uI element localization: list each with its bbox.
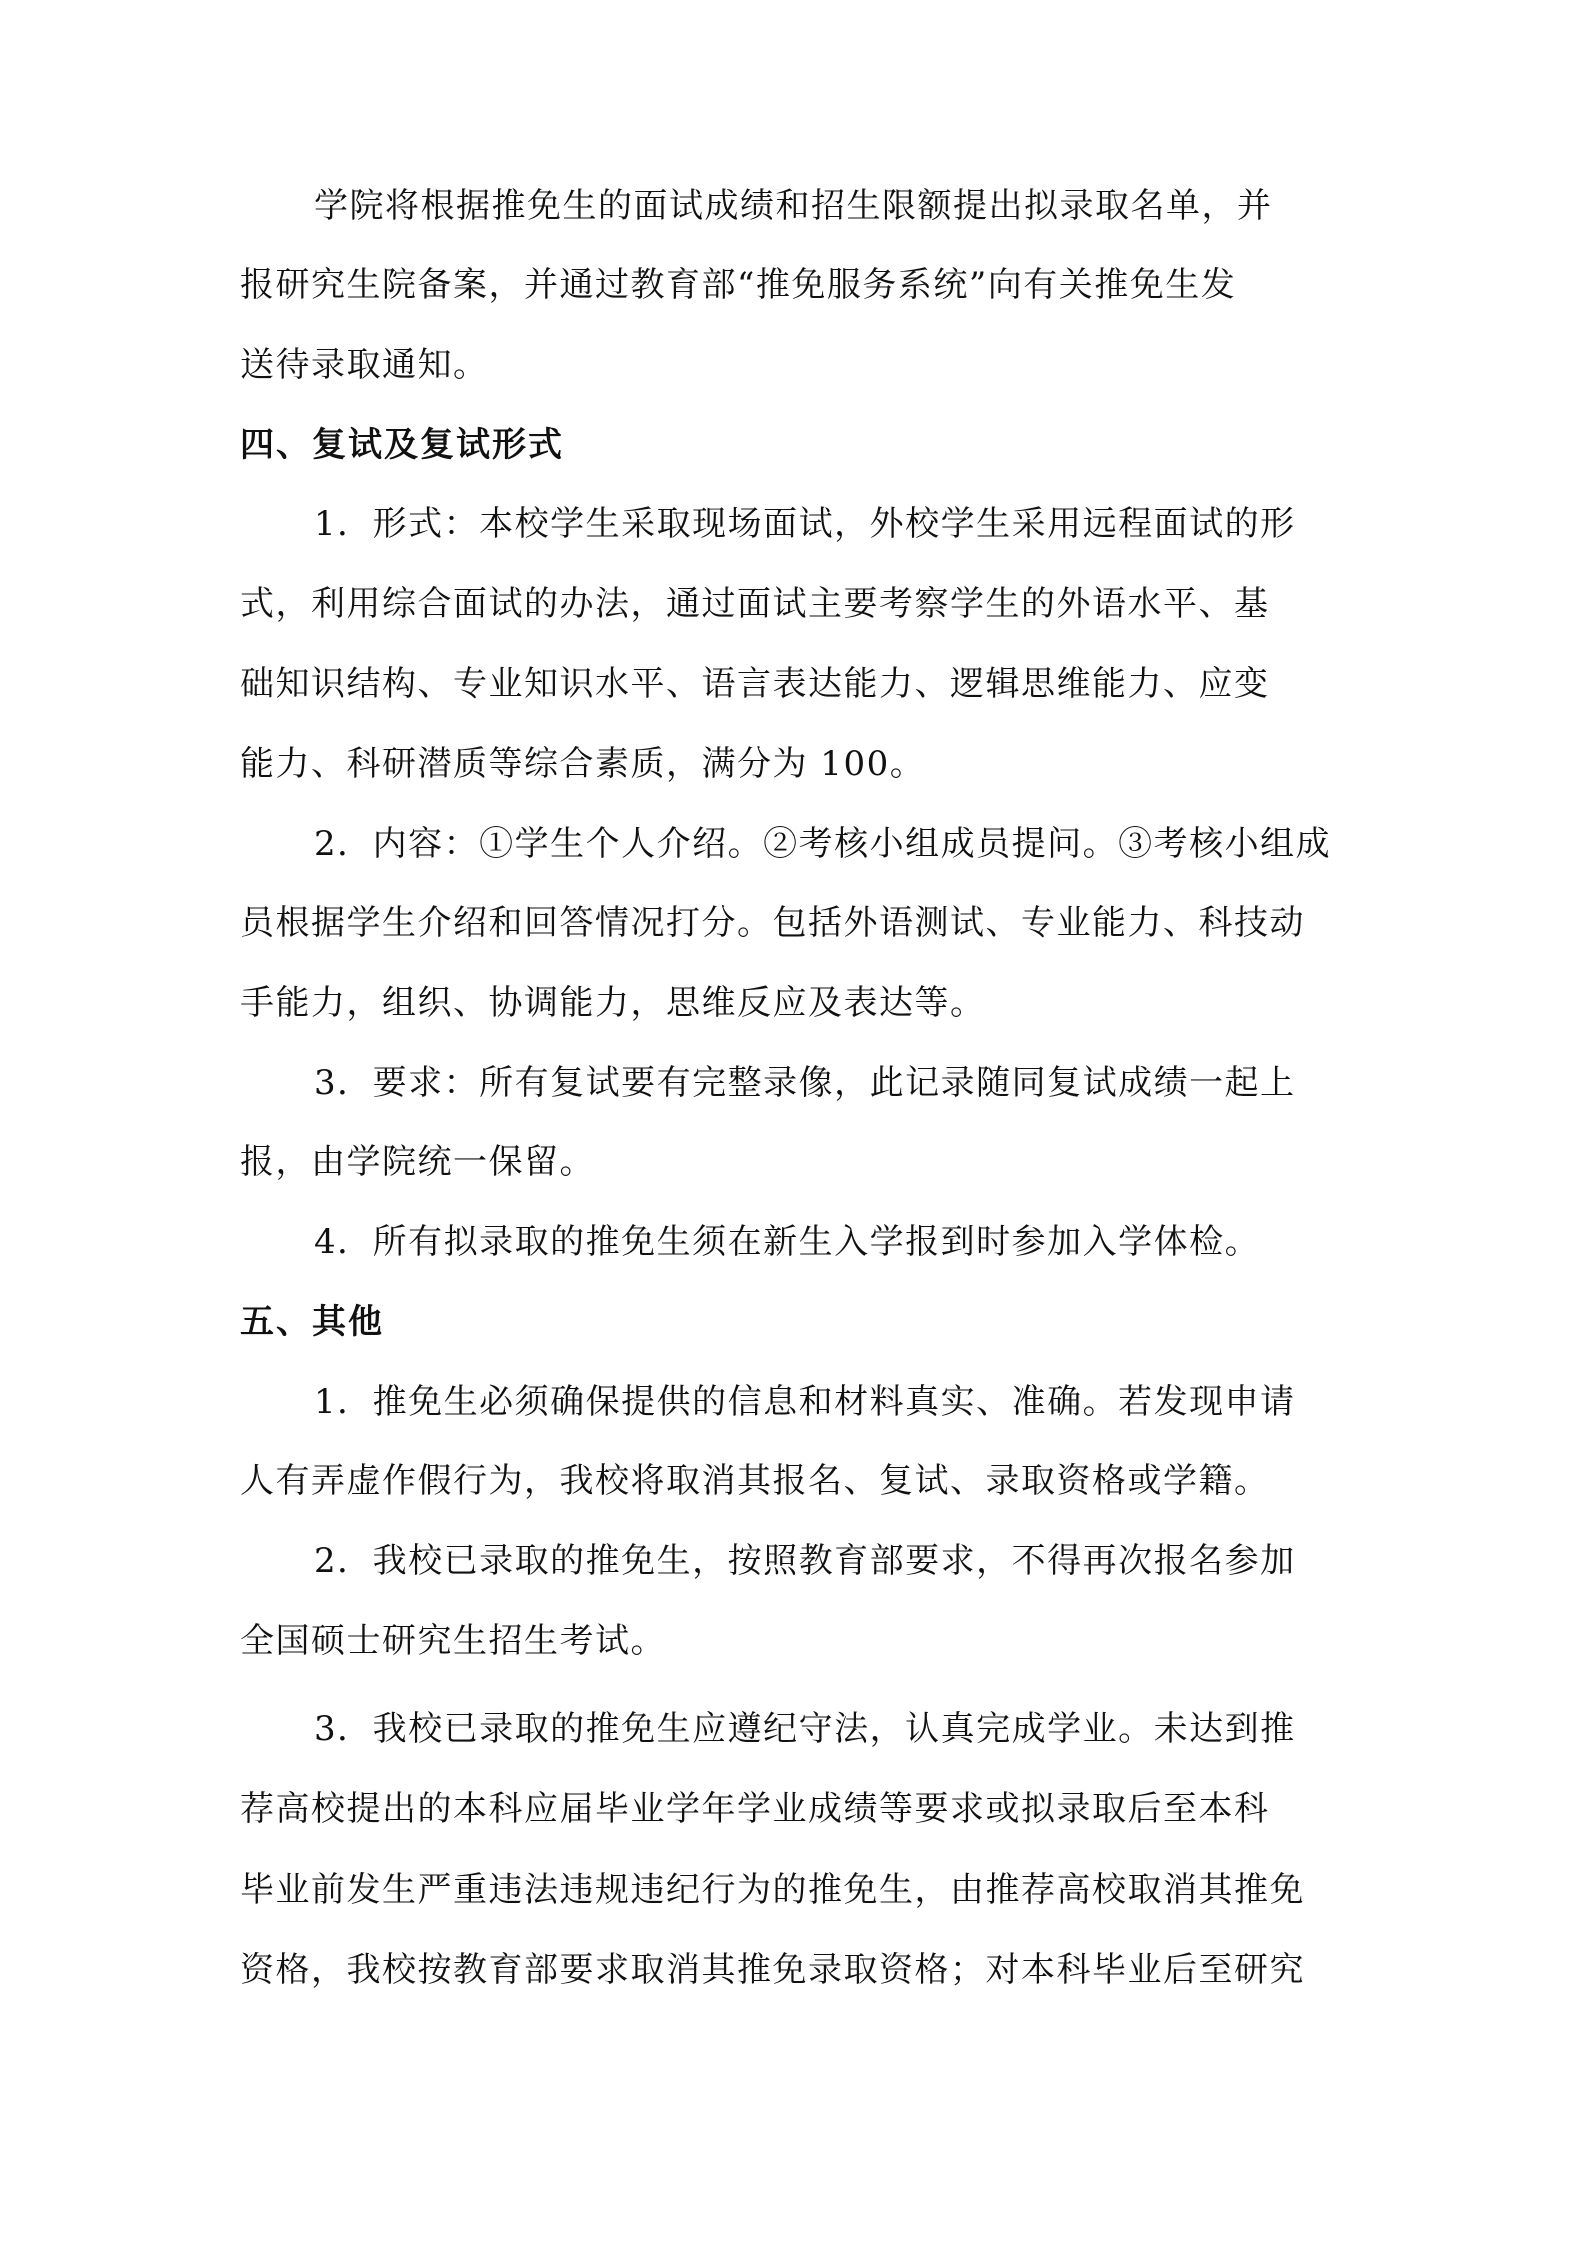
paragraph-line: 人有弄虚作假行为，我校将取消其报名、复试、录取资格或学籍。: [240, 1461, 1270, 1501]
paragraph-line: 础知识结构、专业知识水平、语言表达能力、逻辑思维能力、应变: [240, 664, 1270, 704]
section-heading: 四、复试及复试形式: [240, 425, 564, 465]
paragraph-line: 学院将根据推免生的面试成绩和招生限额提出拟录取名单，并: [314, 186, 1273, 226]
paragraph-line: 毕业前发生严重违法违规违纪行为的推免生，由推荐高校取消其推免: [240, 1870, 1305, 1910]
paragraph-line: 员根据学生介绍和回答情况打分。包括外语测试、专业能力、科技动: [240, 903, 1305, 943]
paragraph-line: 全国硕士研究生招生考试。: [240, 1621, 666, 1661]
paragraph-line: 3．要求：所有复试要有完整录像，此记录随同复试成绩一起上: [314, 1063, 1296, 1103]
paragraph-line: 2．内容：①学生个人介绍。②考核小组成员提问。③考核小组成: [314, 824, 1332, 864]
section-heading: 五、其他: [240, 1302, 384, 1342]
paragraph-line: 式，利用综合面试的办法，通过面试主要考察学生的外语水平、基: [240, 584, 1270, 624]
paragraph-line: 送待录取通知。: [240, 345, 489, 385]
paragraph-line: 2．我校已录取的推免生，按照教育部要求，不得再次报名参加: [314, 1541, 1296, 1581]
paragraph-line: 荐高校提出的本科应届毕业学年学业成绩等要求或拟录取后至本科: [240, 1789, 1270, 1829]
paragraph-line: 4．所有拟录取的推免生须在新生入学报到时参加入学体检。: [314, 1222, 1261, 1262]
paragraph-line: 手能力，组织、协调能力，思维反应及表达等。: [240, 983, 986, 1023]
paragraph-line: 3．我校已录取的推免生应遵纪守法，认真完成学业。未达到推: [314, 1709, 1296, 1749]
paragraph-line: 报研究生院备案，并通过教育部“推免服务系统”向有关推免生发: [240, 265, 1237, 305]
paragraph-line: 1．推免生必须确保提供的信息和材料真实、准确。若发现申请: [314, 1382, 1296, 1422]
paragraph-line: 资格，我校按教育部要求取消其推免录取资格；对本科毕业后至研究: [240, 1950, 1305, 1990]
paragraph-line: 能力、科研潜质等综合素质，满分为 100。: [240, 744, 926, 784]
paragraph-line: 1．形式：本校学生采取现场面试，外校学生采用远程面试的形: [314, 504, 1296, 544]
paragraph-line: 报，由学院统一保留。: [240, 1142, 595, 1182]
